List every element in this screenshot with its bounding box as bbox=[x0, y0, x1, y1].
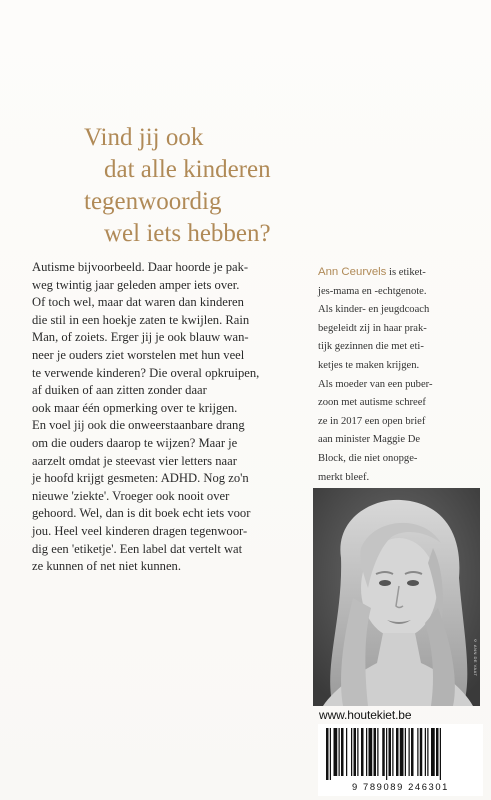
blurb-line: die stil in een hoekje zaten te kwijlen. Rain bbox=[32, 312, 250, 327]
headline bbox=[84, 122, 404, 250]
barcode-bar bbox=[330, 728, 331, 780]
blurb-line: En voel jij ook die onweerstaanbare drang bbox=[32, 418, 245, 433]
headline-line-4: wel iets hebben? bbox=[104, 220, 271, 247]
bio-line: Block, die niet onopge- bbox=[318, 452, 418, 464]
blurb-line: Man, of zoiets. Erger jij je ook blauw wan- bbox=[32, 330, 249, 345]
barcode-bar bbox=[389, 728, 392, 776]
barcode-bar bbox=[427, 728, 428, 776]
blurb-line: Autisme bijvoorbeeld. Daar hoorde je pak- bbox=[32, 260, 249, 274]
barcode-bar bbox=[326, 728, 329, 780]
blurb-line: ook maar één opmerking over te krijgen. bbox=[32, 400, 238, 415]
publisher-website: www.houtekiet.be bbox=[319, 708, 412, 722]
barcode-bar bbox=[409, 728, 410, 776]
barcode-bar bbox=[339, 728, 340, 776]
barcode-bar bbox=[341, 728, 344, 776]
barcode-bar bbox=[366, 728, 367, 776]
photo-credit: © ANN DE VAAT bbox=[473, 638, 478, 677]
blurb-line: weg twintig jaar geleden amper iets over. bbox=[32, 277, 240, 292]
barcode-bar bbox=[334, 728, 338, 776]
barcode-bar bbox=[361, 728, 364, 776]
barcode-bar bbox=[440, 728, 441, 780]
author-bio bbox=[318, 263, 478, 487]
barcode-bar bbox=[431, 728, 435, 776]
barcode bbox=[318, 724, 483, 796]
author-photo bbox=[313, 488, 480, 706]
barcode-bar bbox=[382, 728, 385, 776]
barcode-bar bbox=[420, 728, 423, 776]
bio-line: Als moeder van een puber- bbox=[318, 378, 433, 390]
barcode-bar bbox=[377, 728, 378, 776]
blurb-line: om die ouders daarop te wijzen? Maar je bbox=[32, 435, 238, 450]
barcode-bar bbox=[425, 728, 426, 776]
barcode-bar bbox=[400, 728, 404, 776]
blurb-line: dig een 'etiketje'. Een label dat vertelt wat bbox=[32, 541, 243, 556]
blurb-text bbox=[32, 259, 312, 576]
blurb-line: gehoord. Wel, dan is dit boek echt iets voor bbox=[32, 506, 251, 521]
barcode-bar bbox=[351, 728, 352, 776]
isbn-number: 9 789089 246301 bbox=[352, 781, 449, 792]
blurb-line: je hoofd krijgt gesmeten: ADHD. Nog zo'n bbox=[32, 471, 249, 486]
barcode-bar bbox=[374, 728, 377, 776]
blurb-line: nieuwe 'ziekte'. Vroeger ook nooit over bbox=[32, 488, 230, 503]
blurb-line: aarzelt omdat je steevast vier letters naar bbox=[32, 453, 237, 468]
blurb-line: te verwende kinderen? Die overal opkruipen, bbox=[32, 365, 260, 380]
barcode-bar bbox=[392, 728, 393, 776]
barcode-bars bbox=[326, 728, 476, 780]
blurb-line: ze kunnen of net niet kunnen. bbox=[32, 559, 181, 574]
bio-line: ketjes te maken krijgen. bbox=[318, 359, 420, 371]
bio-line: zoon met autisme schreef bbox=[318, 397, 426, 409]
bio-line: merkt bleef. bbox=[318, 471, 370, 483]
blurb-line: Of toch wel, maar dat waren dan kinderen bbox=[32, 295, 244, 310]
author-name: Ann Ceurvels bbox=[318, 266, 387, 278]
bio-line: tijk gezinnen die met eti- bbox=[318, 341, 424, 353]
barcode-bar bbox=[417, 728, 418, 776]
headline-line-2: dat alle kinderen bbox=[104, 156, 271, 183]
blurb-line: af duiken of aan zitten zonder daar bbox=[32, 383, 207, 398]
barcode-bar bbox=[396, 728, 399, 776]
headline-line-3: tegenwoordig bbox=[84, 188, 222, 215]
barcode-bar bbox=[346, 728, 347, 776]
author-portrait-illustration bbox=[313, 488, 480, 706]
headline-line-1: Vind jij ook bbox=[84, 124, 204, 151]
barcode-bar bbox=[357, 728, 358, 776]
bio-line-rest: is etiket- bbox=[386, 267, 426, 278]
barcode-bar bbox=[411, 728, 414, 776]
barcode-bar bbox=[386, 728, 387, 780]
bio-line: begeleidt zij in haar prak- bbox=[318, 322, 427, 334]
bio-line: jes-mama en -echtgenote. bbox=[318, 285, 427, 297]
bio-line: aan minister Maggie De bbox=[318, 434, 421, 446]
bio-line: Als kinder- en jeugdcoach bbox=[318, 304, 430, 316]
barcode-bar bbox=[405, 728, 406, 776]
barcode-bar bbox=[354, 728, 357, 776]
barcode-bar bbox=[369, 728, 373, 776]
blurb-line: jou. Heel veel kinderen dragen tegenwoor- bbox=[32, 523, 248, 538]
blurb-line: neer je ouders ziet worstelen met hun veel bbox=[32, 347, 245, 362]
bio-line-first bbox=[318, 263, 478, 283]
barcode-bar bbox=[436, 728, 439, 776]
bio-line: ze in 2017 een open brief bbox=[318, 415, 426, 427]
